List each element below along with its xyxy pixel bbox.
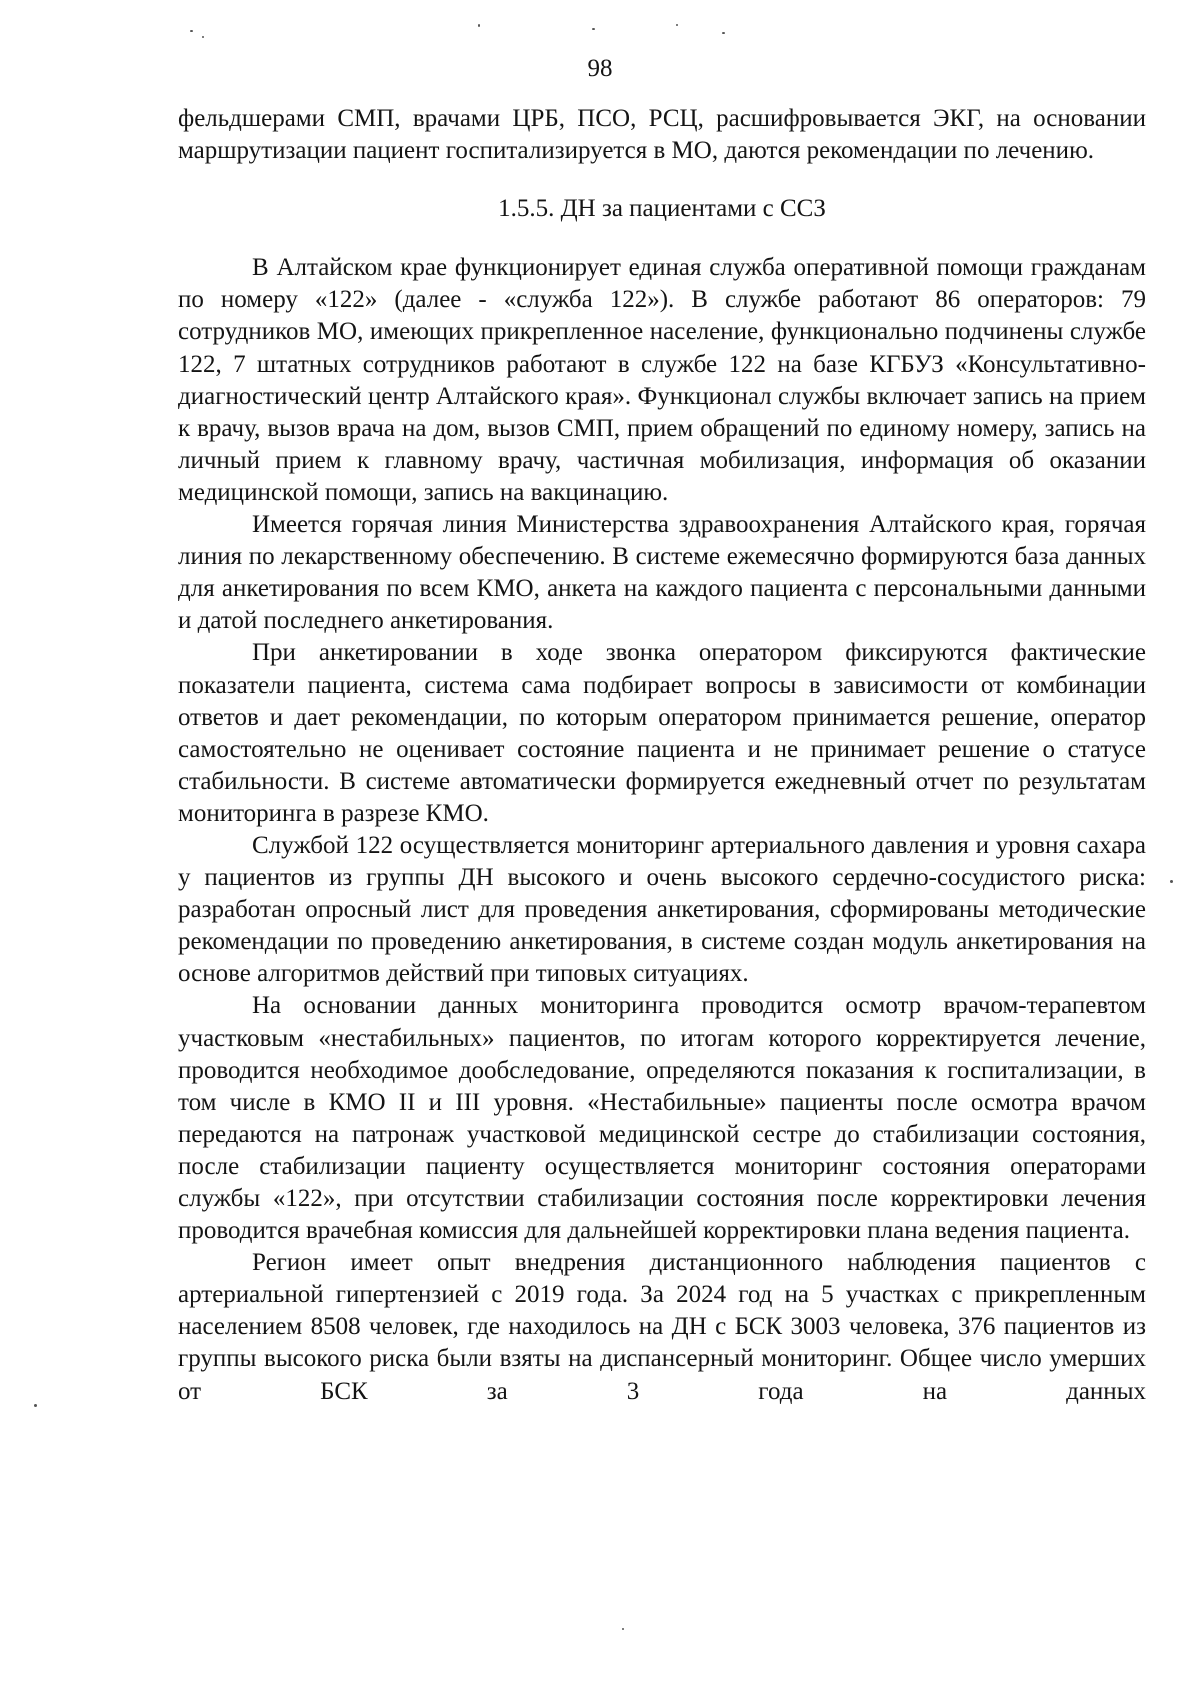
scan-speck <box>592 28 595 30</box>
body-paragraph: Регион имеет опыт внедрения дистанционного наблюдения пациентов с артериальной гипертензией с 2019 года. За 2024 год на 5 участках с прикрепленным населением 8508 человек, где находилось на ДН с БСК 3003 человека, 376 пациентов из группы высокого риска были взяты на диспансерный мониторинг. Общее число умерших от БСК за 3 года на данных <box>178 1249 1146 1405</box>
scan-speck <box>722 32 725 34</box>
scan-speck <box>478 24 480 27</box>
document-body <box>178 103 1146 1408</box>
body-paragraph: На основании данных мониторинга проводится осмотр врачом-терапевтом участковым «нестабильных» пациентов, по итогам которого корректируется лечение, проводится необходимое дообследование, определяются показания к госпитализации, в том числе в КМО II и III уровня. «Нестабильные» пациенты после осмотра врачом передаются на патронаж участковой медицинской сестре до стабилизации состояния, после стабилизации пациенту осуществляется мониторинг состояния операторами службы «122», при отсутствии стабилизации состояния после корректировки лечения проводится врачебная комиссия для дальнейшей корректировки плана ведения пациента. <box>178 992 1146 1245</box>
scan-speck <box>622 1628 624 1630</box>
intro-paragraph: фельдшерами СМП, врачами ЦРБ, ПСО, РСЦ, расшифровывается ЭКГ, на основании маршрутизации пациент госпитализируется в МО, даются рекомендации по лечению. <box>178 105 1146 165</box>
section-heading: 1.5.5. ДН за пациентами с ССЗ <box>498 195 826 223</box>
scan-speck <box>34 1404 37 1407</box>
body-paragraph: Имеется горячая линия Министерства здравоохранения Алтайского края, горячая линия по лекарственному обеспечению. В системе ежемесячно формируются база данных для анкетирования по всем КМО, анкета на каждого пациента с персональными данными и датой последнего анкетирования. <box>178 511 1146 635</box>
scan-speck <box>202 36 204 38</box>
scan-speck <box>676 24 678 26</box>
body-paragraph: Службой 122 осуществляется мониторинг артериального давления и уровня сахара у пациентов из группы ДН высокого и очень высокого сердечно-сосудистого риска: разработан опросный лист для проведения анкетирования, сформированы методические рекомендации по проведению анкетирования, в системе создан модуль анкетирования на основе алгоритмов действий при типовых ситуациях. <box>178 831 1146 988</box>
body-paragraph: При анкетировании в ходе звонка оператором фиксируются фактические показатели пациента, система сама подбирает вопросы в зависимости от комбинации ответов и дает рекомендации, по которым оператором принимается решение, оператор самостоятельно не оценивает состояние пациента и не принимает решение о статусе стабильности. В системе автоматически формируется ежедневный отчет по результатам мониторинга в разрезе КМО. <box>178 639 1146 827</box>
body-paragraph: В Алтайском крае функционирует единая служба оперативной помощи гражданам по номеру «122» (далее - «служба 122»). В службе работают 86 операторов: 79 сотрудников МО, имеющих прикрепленное население, функционально подчинены службе 122, 7 штатных сотрудников работают в службе 122 на базе КГБУЗ «Консультативно-диагностический центр Алтайского края». Функционал службы включает запись на прием к врачу, вызов врача на дом, вызов СМП, прием обращений по единому номеру, запись на личный прием к главному врачу, частичная мобилизация, информация об оказании медицинской помощи, запись на вакцинацию. <box>178 254 1146 506</box>
scan-speck <box>190 30 193 32</box>
page-number: 98 <box>587 55 613 82</box>
scan-speck <box>1170 880 1173 883</box>
